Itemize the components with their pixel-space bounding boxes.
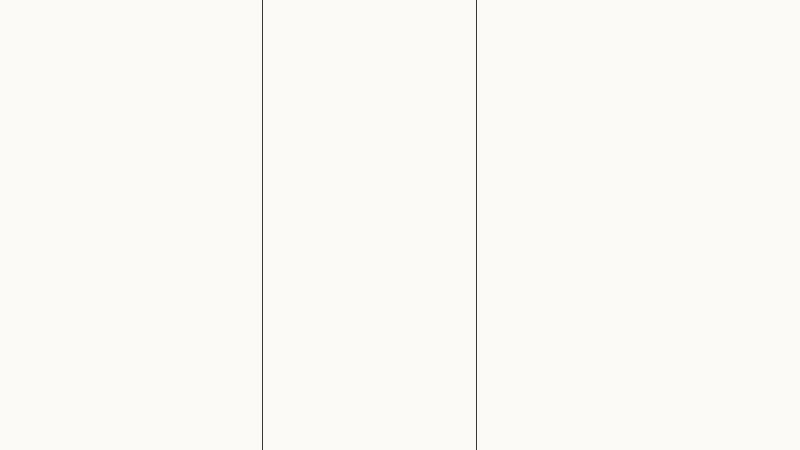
toc-column-middle: [266, 0, 466, 50]
credits-column: [47, 0, 262, 17]
column-divider-left: [262, 0, 263, 450]
section-title: [266, 27, 466, 47]
column-divider-right: [476, 0, 477, 450]
toc-column-right: [484, 0, 686, 4]
